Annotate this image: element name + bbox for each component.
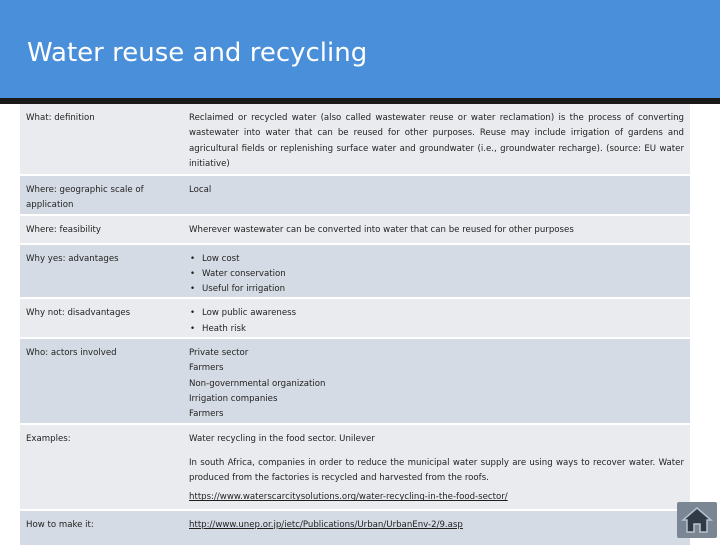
example-link[interactable]: https://www.waterscarcitysolutions.org/water-recycling-in-the-food-sector/ bbox=[189, 492, 508, 503]
row-label: Why not: disadvantages bbox=[20, 298, 183, 338]
scale-text: Local bbox=[183, 175, 690, 215]
table-row bbox=[20, 424, 690, 510]
row-label: Where: feasibility bbox=[20, 215, 183, 244]
list-item: Non-governmental organization bbox=[189, 378, 326, 389]
title-bar bbox=[0, 0, 720, 98]
row-label: How to make it: bbox=[20, 510, 183, 546]
definition-text: Reclaimed or recycled water (also called wastewater reuse or water reclamation) is the process of converting wastewater into water that can be reused for other purposes. Reuse may include irrigation of gardens and agricultural fields or replenishing surface water and groundwater (i.e., groundwater recharge). (source: EU water initiative) bbox=[183, 104, 690, 175]
table-row bbox=[20, 338, 690, 423]
table-row bbox=[20, 510, 690, 546]
howto-cell bbox=[183, 510, 690, 546]
howto-link[interactable]: http://www.unep.or.jp/ietc/Publications/Urban/UrbanEnv-2/9.asp bbox=[189, 519, 463, 530]
advantages-list bbox=[189, 252, 684, 298]
row-label: Who: actors involved bbox=[20, 338, 183, 423]
home-icon bbox=[681, 505, 713, 535]
row-label: Examples: bbox=[20, 424, 183, 510]
disadvantages-cell bbox=[183, 298, 690, 338]
table-row bbox=[20, 298, 690, 338]
home-button[interactable] bbox=[677, 502, 717, 538]
row-label: Where: geographic scale of application bbox=[20, 175, 183, 215]
info-table bbox=[20, 104, 690, 547]
list-item: • Low cost bbox=[189, 252, 684, 267]
advantages-cell bbox=[183, 244, 690, 299]
list-item: Farmers bbox=[189, 363, 224, 374]
list-item: Private sector bbox=[189, 348, 249, 359]
page-title: Water reuse and recycling bbox=[27, 38, 368, 68]
example-line: Water recycling in the food sector. Unilever bbox=[189, 433, 375, 444]
row-label: What: definition bbox=[20, 104, 183, 175]
list-item: • Useful for irrigation bbox=[189, 282, 684, 297]
table-row bbox=[20, 215, 690, 244]
actors-cell bbox=[183, 338, 690, 423]
row-label: Why yes: advantages bbox=[20, 244, 183, 299]
list-item: Farmers bbox=[189, 409, 224, 420]
example-line: In south Africa, companies in order to reduce the municipal water supply are using ways to recover water. Water produced from the factories is recycled and harvested from the roofs. bbox=[189, 457, 684, 484]
list-item: • Water conservation bbox=[189, 267, 684, 282]
table-row bbox=[20, 175, 690, 215]
list-item: Irrigation companies bbox=[189, 393, 278, 404]
table-row bbox=[20, 104, 690, 175]
list-item: • Low public awareness bbox=[189, 306, 684, 321]
feasibility-text: Wherever wastewater can be converted into water that can be reused for other purposes bbox=[183, 215, 690, 244]
disadvantages-list bbox=[189, 306, 684, 337]
examples-cell bbox=[183, 424, 690, 510]
table-row bbox=[20, 244, 690, 299]
list-item: • Heath risk bbox=[189, 322, 684, 337]
